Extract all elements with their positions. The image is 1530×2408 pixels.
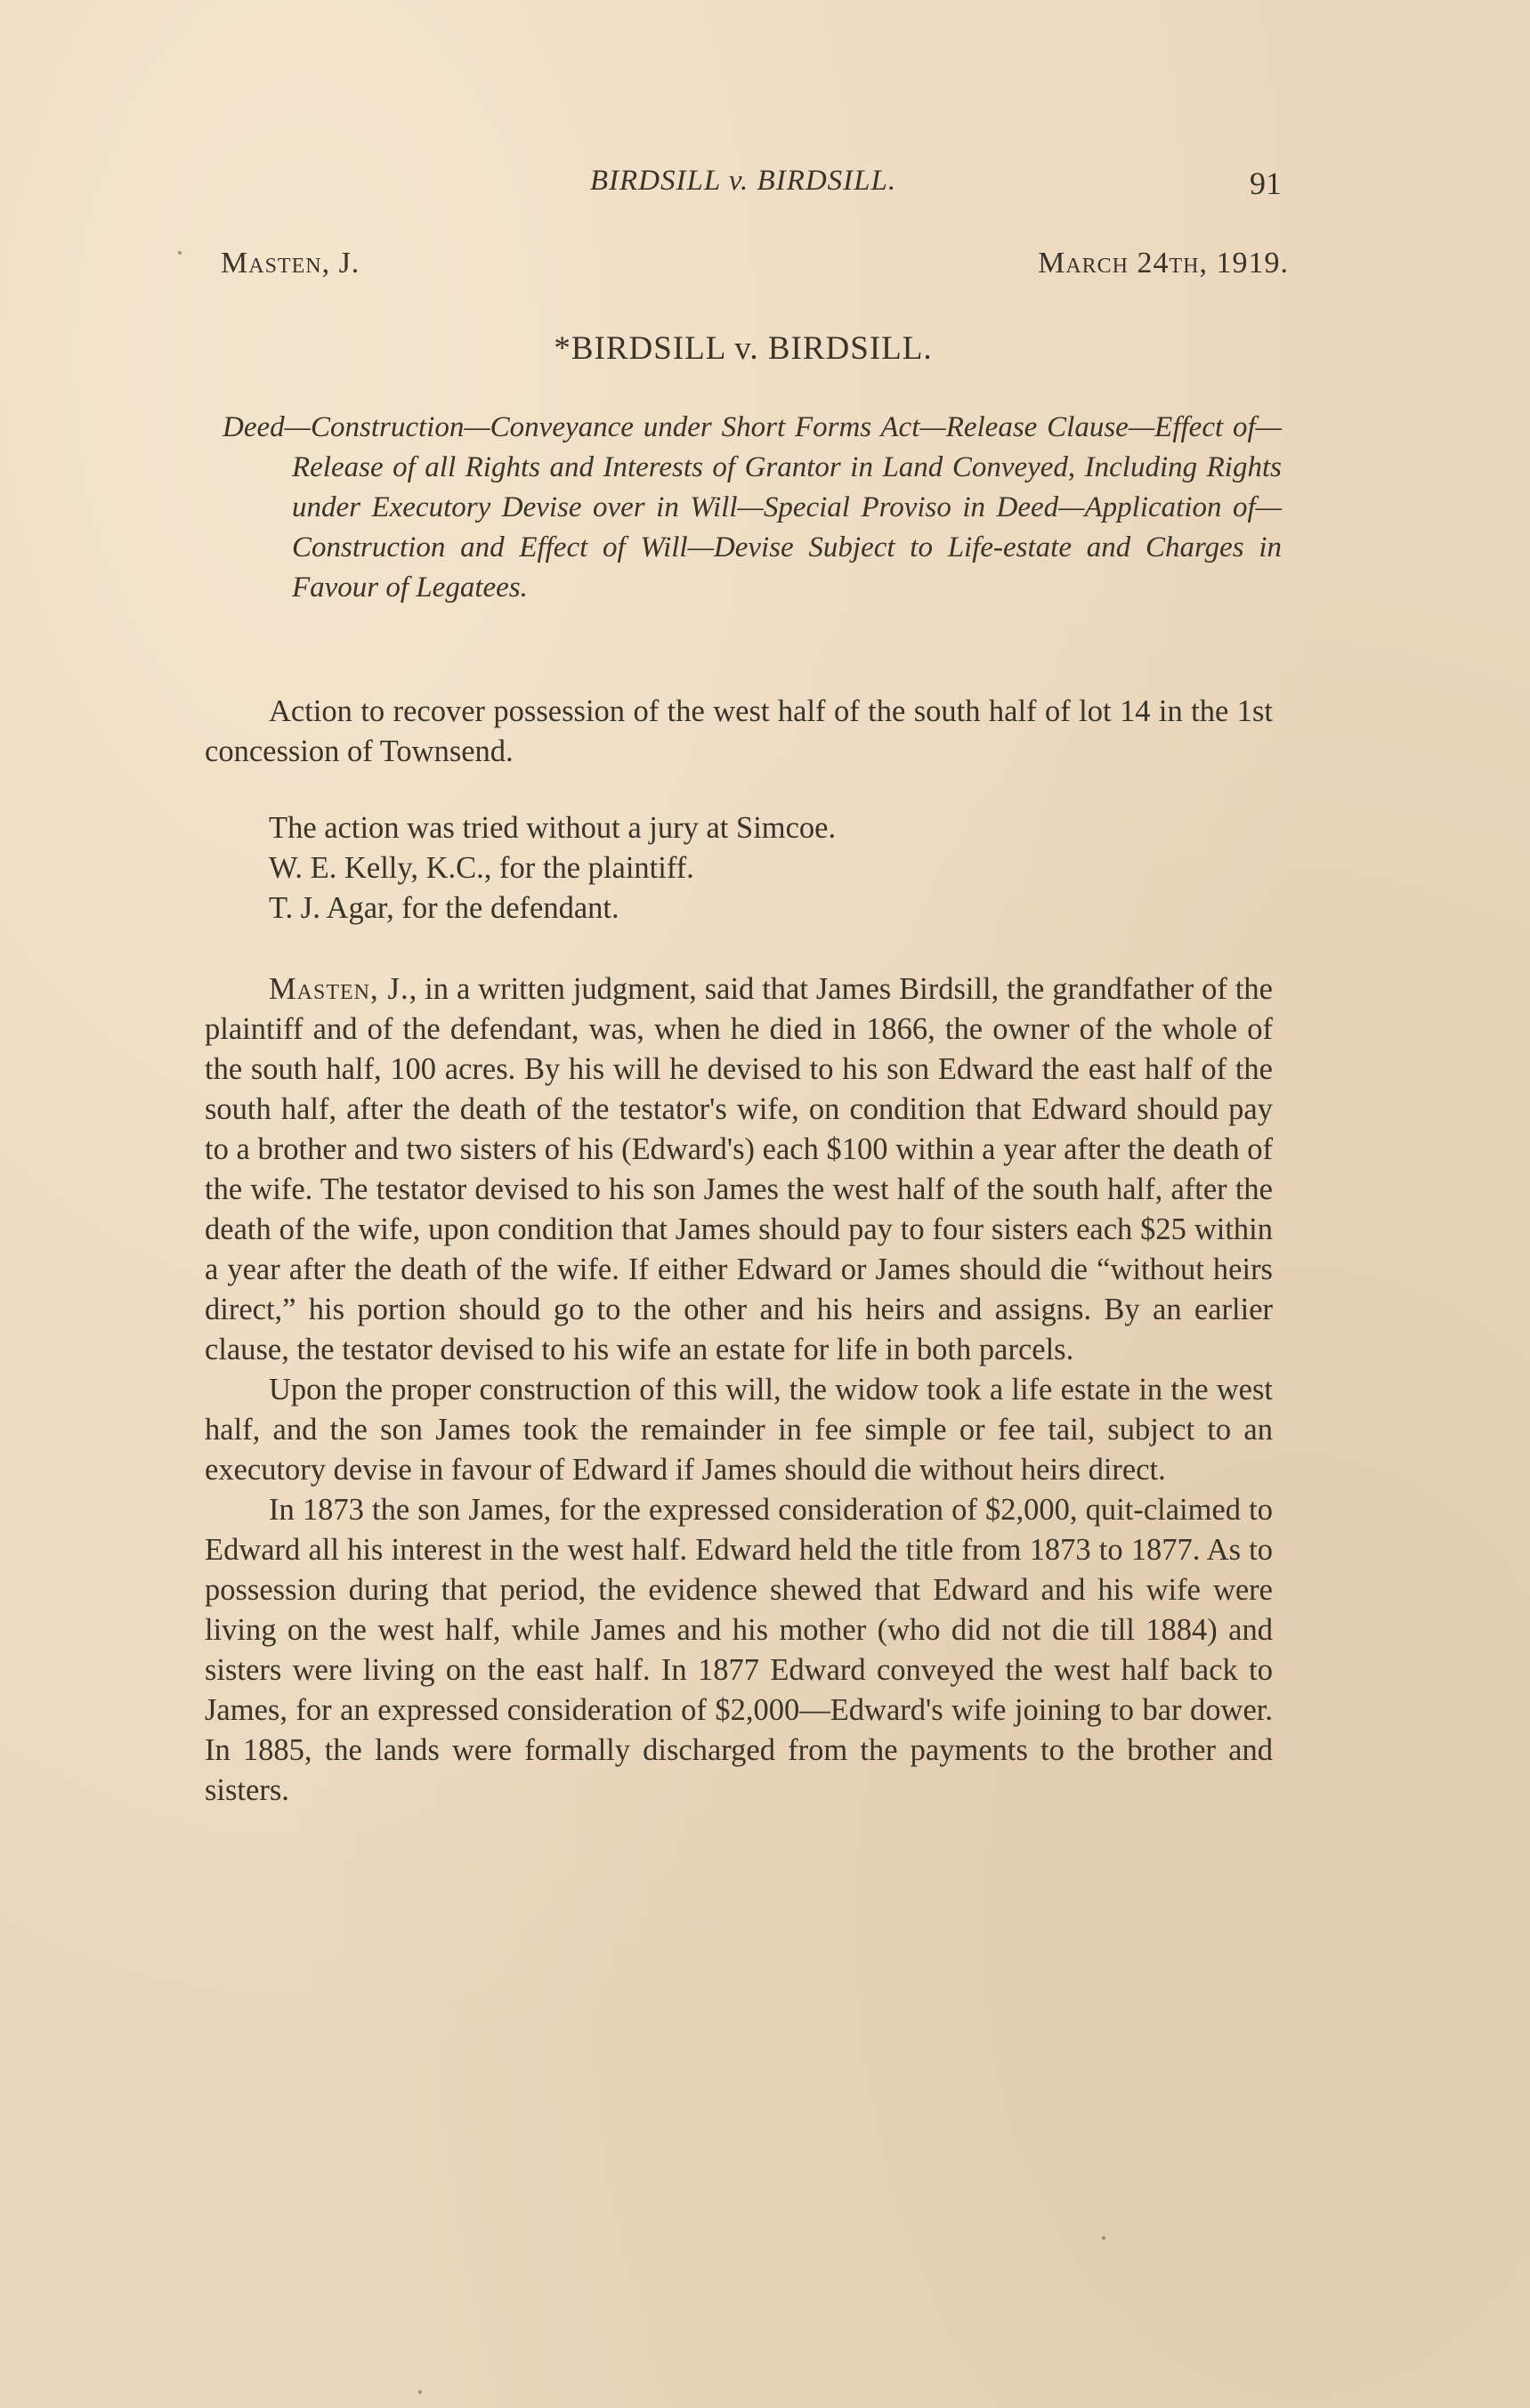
paper-speck <box>178 251 182 255</box>
trial-line: The action was tried without a jury at Simcoe. <box>269 811 837 845</box>
plaintiff-counsel: W. E. Kelly, K.C., for the plaintiff. <box>269 851 694 885</box>
intro-section <box>205 692 1273 772</box>
judgment-section <box>205 969 1273 1811</box>
judgment-paragraph <box>205 969 1273 1370</box>
case-title: *BIRDSILL v. BIRDSILL. <box>554 330 933 367</box>
court-line <box>221 247 1289 291</box>
construction-paragraph: Upon the proper construction of this will, the widow took a life estate in the west half, and the son James took the remainder in fee simple or fee tail, subject to an executory devise in favour of Edward if James should die without heirs direct. <box>205 1373 1273 1487</box>
trial-section <box>205 808 1273 928</box>
intro-paragraph: Action to recover possession of the west half of the south half of lot 14 in the 1st concession of Townsend. <box>205 694 1273 768</box>
running-head <box>205 165 1282 209</box>
running-title: BIRDSILL v. BIRDSILL. <box>589 165 897 197</box>
judgment-date: March 24th, 1919. <box>1038 247 1289 280</box>
headnote: Deed—Construction—Conveyance under Short Forms Act—Release Clause—Effect of—Release of all Rights and Interests of Grantor in Land Conveyed, Including Rights under Executory Devise over in Will—Special Proviso in Deed—Application of—Construction and Effect of Will—Devise Subject to Life-estate and Charges in Favour of Legatees. <box>223 411 1282 604</box>
paper-speck <box>1102 2236 1105 2240</box>
paper-speck <box>418 2390 422 2394</box>
judgment-paragraph-text: , in a written judgment, said that James Birdsill, the grandfather of the plaintiff and of the defendant, was, when he died in 1866, the owner of the whole of the south half, 100 acres. By his will he devised to his son Edward the east half of the south half, after the death of the testator's wife, on condition that Edward should pay to a brother and two sisters of his (Edward's) each $100 within a year after the death of the wife. The testator devised to his son James the west half of the south half, after the death of the wife, upon condition that James should pay to four sisters each $25 within a year after the death of the wife. If either Edward or James should die “without heirs direct,” his portion should go to the other and his heirs and assigns. By an earlier clause, the testator devised to his wife an estate for life in both parcels. <box>205 972 1273 1366</box>
judge-lead: Masten, J. <box>269 972 409 1006</box>
history-paragraph: In 1873 the son James, for the expressed consideration of $2,000, quit-claimed to Edward all his interest in the west half. Edward held the title from 1873 to 1877. As to possession during that period, the evidence shewed that Edward and his wife were living on the west half, while James and his mother (who did not die till 1884) and sisters were living on the east half. In 1877 Edward conveyed the west half back to James, for an expressed consideration of $2,000—Edward's wife joining to bar dower. In 1885, the lands were formally discharged from the payments to the brother and sisters. <box>205 1493 1273 1807</box>
page-number: 91 <box>1250 166 1282 201</box>
judge-name: Masten, J. <box>221 247 360 280</box>
defendant-counsel: T. J. Agar, for the defendant. <box>269 891 619 925</box>
